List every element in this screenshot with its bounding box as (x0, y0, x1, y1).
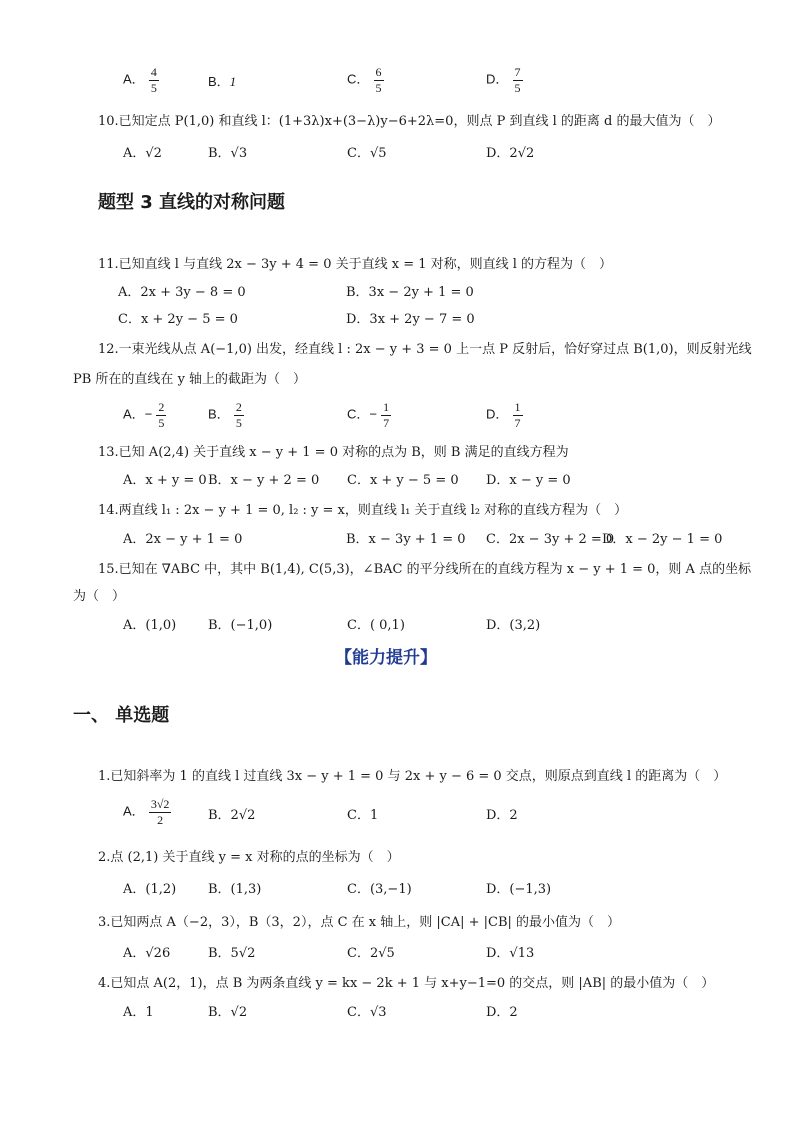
q11-option-d: D．3x + 2y − 7 = 0 (346, 312, 475, 327)
denominator: 7 (514, 415, 521, 430)
section-heading: 题型 3 直线的对称问题 (98, 192, 286, 213)
question-11: 11.已知直线 l 与直线 2x − 3y + 4 = 0 关于直线 x = 1 对称，则直线 l 的方程为（ ） (98, 257, 613, 272)
practice-question-2: 2.点 (2,1) 关于直线 y = x 对称的点的坐标为（ ） (98, 850, 400, 865)
fraction (149, 798, 172, 826)
option-label: A． (123, 803, 145, 819)
p1-option-c: C．1 (347, 808, 379, 823)
fraction (234, 401, 244, 429)
p1-option-b: B．2√2 (208, 808, 256, 823)
denominator: 5 (150, 80, 157, 95)
question-14: 14.两直线 l₁ : 2x − y + 1 = 0, l₂ : y = x，则直线 l₁ 关于直线 l₂ 对称的直线方程为（ ） (98, 503, 628, 518)
numerator: 1 (514, 400, 521, 414)
p2-option-b: B．(1,3) (208, 882, 262, 897)
numerator: 7 (514, 65, 521, 79)
numerator: 4 (150, 65, 157, 79)
option-label: B． (208, 406, 230, 422)
question-15-line2: 为（ ） (73, 589, 126, 604)
fraction (381, 401, 391, 429)
p3-option-b: B．5√2 (208, 946, 256, 961)
q14-option-d: D．x − 2y − 1 = 0 (602, 532, 723, 547)
q14-option-a: A．2x − y + 1 = 0 (123, 532, 243, 547)
fraction (149, 66, 159, 94)
section-heading: 一、 单选题 (73, 705, 170, 726)
q11-option-b: B．3x − 2y + 1 = 0 (346, 285, 474, 300)
numerator: 6 (375, 65, 382, 79)
p4-option-a: A．1 (123, 1005, 154, 1020)
q9-option-c (347, 66, 384, 94)
fraction (156, 401, 166, 429)
option-label: C．− (347, 406, 377, 422)
practice-question-4: 4.已知点 A(2，1)，点 B 为两条直线 y = kx − 2k + 1 与 x+y−1=0 的交点，则 |AB| 的最小值为（ ） (98, 976, 715, 991)
option-label: B． (208, 74, 230, 89)
p3-option-c: C．2√5 (347, 946, 395, 961)
numerator: 1 (383, 400, 390, 414)
denominator: 5 (514, 80, 521, 95)
q13-option-c: C．x + y − 5 = 0 (347, 473, 459, 488)
option-label: A．− (123, 406, 153, 422)
q10-option-c: C．√5 (347, 146, 387, 161)
q13-option-d: D．x − y = 0 (486, 473, 571, 488)
q10-option-b: B．√3 (208, 146, 248, 161)
p1-option-a (123, 798, 171, 826)
p2-option-d: D．(−1,3) (486, 882, 552, 897)
p1-option-d: D．2 (486, 808, 518, 823)
p4-option-d: D．2 (486, 1005, 518, 1020)
q10-option-d: D．2√2 (486, 146, 535, 161)
option-value: 1 (229, 74, 237, 89)
practice-question-3: 3.已知两点 A（−2，3），B（3，2），点 C 在 x 轴上，则 |CA| + |CB| 的最小值为（ ） (98, 915, 621, 930)
fraction (374, 66, 384, 94)
q12-option-c (347, 401, 391, 429)
q13-option-a: A．x + y = 0 (123, 473, 207, 488)
question-12-line1: 12.一束光线从点 A(−1,0) 出发，经直线 l : 2x − y + 3 = 0 上一点 P 反射后，恰好穿过点 B(1,0)，则反射光线 (98, 342, 752, 357)
denominator: 5 (235, 415, 242, 430)
q12-option-b (208, 401, 244, 429)
q14-option-b: B．x − 3y + 1 = 0 (346, 532, 466, 547)
q9-option-d (486, 66, 523, 94)
numerator: 2 (235, 400, 242, 414)
question-12-line2: PB 所在的直线在 y 轴上的截距为（ ） (73, 372, 307, 387)
q15-option-b: B．(−1,0) (208, 618, 273, 633)
q11-option-c: C．x + 2y − 5 = 0 (118, 312, 238, 327)
q14-option-c: C．2x − 3y + 2 = 0 (486, 532, 615, 547)
question-15-line1: 15.已知在 ∇ABC 中，其中 B(1,4), C(5,3)，∠BAC 的平分线所在的直线方程为 x − y + 1 = 0，则 A 点的坐标 (98, 562, 752, 577)
p2-option-a: A．(1,2) (123, 882, 177, 897)
fraction (513, 401, 523, 429)
q9-option-a (123, 66, 159, 94)
q15-option-c: C．( 0,1) (347, 618, 405, 633)
p4-option-c: C．√3 (347, 1005, 387, 1020)
q12-option-a (123, 401, 166, 429)
q15-option-a: A．(1,0) (123, 618, 177, 633)
numerator: 3√2 (150, 797, 170, 811)
q13-option-b: B．x − y + 2 = 0 (208, 473, 320, 488)
q15-option-d: D．(3,2) (486, 618, 541, 633)
denominator: 5 (158, 415, 165, 430)
q10-option-a: A．√2 (123, 146, 162, 161)
q12-option-d (486, 401, 523, 429)
p4-option-b: B．√2 (208, 1005, 248, 1020)
p3-option-d: D．√13 (486, 946, 535, 961)
practice-question-1: 1.已知斜率为 1 的直线 l 过直线 3x − y + 1 = 0 与 2x + y − 6 = 0 交点，则原点到直线 l 的距离为（ ） (98, 769, 727, 784)
level-heading: 【能力提升】 (335, 648, 437, 668)
option-label: A． (123, 71, 145, 87)
p2-option-c: C．(3,−1) (347, 882, 412, 897)
denominator: 7 (383, 415, 390, 430)
q11-option-a: A．2x + 3y − 8 = 0 (118, 285, 246, 300)
fraction (513, 66, 523, 94)
numerator: 2 (158, 400, 165, 414)
q9-option-b (208, 75, 236, 89)
question-10: 10.已知定点 P(1,0) 和直线 l：(1+3λ)x+(3−λ)y−6+2λ=0，则点 P 到直线 l 的距离 d 的最大值为（ ） (98, 114, 721, 129)
question-13: 13.已知 A(2,4) 关于直线 x − y + 1 = 0 对称的点为 B，则 B 满足的直线方程为 (98, 445, 569, 460)
denominator: 5 (375, 80, 382, 95)
p3-option-a: A．√26 (123, 946, 171, 961)
denominator: 2 (157, 812, 164, 827)
option-label: D． (486, 71, 509, 87)
option-label: C． (347, 71, 370, 87)
option-label: D． (486, 406, 509, 422)
